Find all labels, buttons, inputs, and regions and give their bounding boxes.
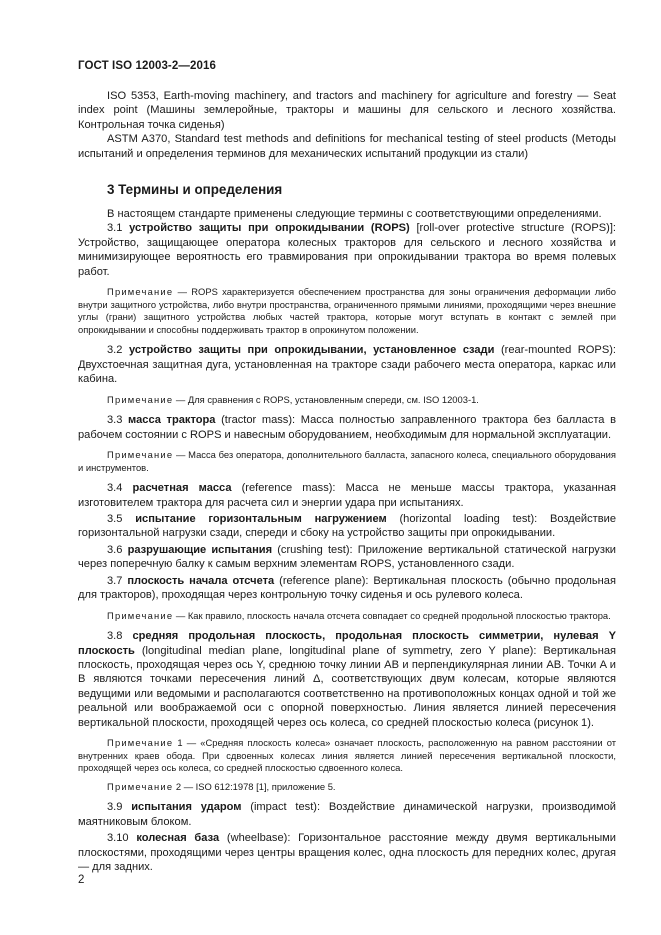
term-3-7 [78,574,616,603]
term-3-6 [78,543,616,572]
term-definition: (reference plane): Вертикальная плоскость (обычно продольная для тракторов), проходящая через контрольную точку сиденья и ось рулевого колеса. [78,574,616,602]
page-number: 2 [78,874,85,886]
note-3-1 [78,286,616,336]
term-number: 3.2 [107,344,123,357]
term-definition: (reference mass): Масса не меньше массы трактора, указанная изготовителем трактора для расчета сил и энергии удара при испытаниях. [78,482,616,509]
term-3-10 [78,831,616,874]
term-number: 3.9 [107,801,123,814]
term-3-1 [78,221,616,279]
note-text: — Как правило, плоскость начала отсчета совпадает со средней продольной плоскостью трактора. [173,609,611,621]
term-3-2 [78,343,616,386]
term-name: устройство защиты при опрокидывании (ROPS) [129,222,410,235]
term-name: плоскость начала отсчета [127,574,275,587]
term-definition: (longitudinal median plane, longitudinal plane of symmetry, zero Y plane): Вертикальная плоскость, проходящая через ось Y, среднюю точку линии AB и перпендикулярная линии AB. Точки A и B являются точками пересечения линий Δ, соответствующих двум колесам, которые являются ведущими или ведомыми и располагаются соответственно на противоположных концах одной и той же реальной или воображаемой оси с опорной поверхностью. Линия является линией пересечения вертикальной плоскости, проходящей через ось колеса, со средней плоскостью колеса (рисунок 1). [78,644,616,729]
term-name: масса трактора [128,414,216,427]
note-label: Примечание [107,609,174,621]
note-3-2 [78,394,616,407]
term-name: средняя продольная плоскость, продольная плоскость симметрии, нулевая Y плоскость [78,630,616,657]
term-3-5 [78,512,616,541]
note-3-3 [78,449,616,474]
term-3-8 [78,629,616,730]
page-body [78,89,616,874]
term-number: 3.5 [107,513,123,526]
note-label: Примечание [107,736,174,748]
note-text: 2 — ISO 612:1978 [1], приложение 5. [173,780,336,792]
term-number: 3.4 [107,482,123,495]
term-definition: (horizontal loading test): Воздействие горизонтальной нагрузки сзади, спереди и сбоку на устройство защиты при опрокидывании. [78,513,617,540]
term-definition: (wheelbase): Горизонтальное расстояние между двумя вертикальными плоскостями, проходящими через центры вращения колес, одна плоскость для передних колес, другая — для задних. [78,832,616,873]
term-3-3 [78,413,616,442]
section-title: 3 Термины и определения [107,182,283,198]
note-text: — ROPS характеризуется обеспечением пространства для зоны ограничения деформации либо внутри защитного устройства, либо внутри пространства, ограниченного прямыми линиями, проходящими через внешние углы (грани) защитного устройства любых частей трактора, которые могут вступать в контакт с землей при опрокидывании и способны поддерживать трактор в опрокинутом положении. [78,286,616,335]
note-text: — Для сравнения с ROPS, установленным спереди, см. ISO 12003-1. [173,393,479,405]
term-name: испытания ударом [131,801,242,814]
reference-astm-a370: ASTM A370, Standard test methods and definitions for mechanical testing of steel products (Методы испытаний и определения терминов для механических испытаний продукции из стали) [78,133,616,160]
note-label: Примечание [107,286,174,298]
term-definition: (crushing test): Приложение вертикальной статической нагрузки через поперечную балку к самым верхним элементам ROPS, установленного сзади. [78,543,616,571]
note-text: 1 — «Средняя плоскость колеса» означает плоскость, расположенную на равном расстоянии от внутренних краев обода. При сдвоенных колесах линия является линией пересечения вертикальной плоскости, проходящей через ось колеса, со средней плоскостью сдвоенного колеса. [78,736,616,774]
note-3-7 [78,610,616,623]
term-definition: [roll-over protective structure (ROPS)]: Устройство, защищающее оператора колесных тракторов для сельского и лесного хозяйства и минимизирующее вероятность его травмирования при опрокидывании трактора во время полевых работ. [78,222,616,278]
note-3-8-1 [78,737,616,775]
term-number: 3.7 [107,574,123,587]
term-definition: (tractor mass): Масса полностью заправленного трактора без балласта в рабочем состоянии с ROPS и навесным оборудованием, необходимым для нормальной эксплуатации. [78,414,616,441]
term-number: 3.8 [107,630,123,643]
note-3-8-2 [78,781,616,794]
term-3-4 [78,481,616,510]
term-3-9 [78,800,616,829]
term-number: 3.10 [107,832,129,845]
note-label: Примечание [107,780,174,792]
term-name: испытание горизонтальным нагружением [135,513,387,526]
note-label: Примечание [107,449,174,461]
term-number: 3.1 [107,222,123,235]
note-label: Примечание [107,393,174,405]
term-number: 3.3 [107,414,123,427]
term-name: колесная база [136,832,220,845]
standard-header: ГОСТ ISO 12003-2—2016 [78,60,216,72]
reference-iso-5353: ISO 5353, Earth-moving machinery, and tractors and machinery for agriculture and forestry — Seat index point (Машины землеройные, тракторы и машины для сельского и лесного хозяйства. Контрольная точка сиденья) [78,90,616,131]
note-text: — Масса без оператора, дополнительного балласта, запасного колеса, специального оборудования и инструментов. [78,449,616,473]
term-number: 3.6 [107,543,123,556]
term-definition: (rear-mounted ROPS): Двухстоечная защитная дуга, установленная на тракторе сзади рабочего места оператора, каркас или кабина. [78,344,616,386]
term-name: расчетная масса [132,482,232,495]
section-intro: В настоящем стандарте применены следующие термины с соответствующими определениями. [107,208,602,221]
term-name: устройство защиты при опрокидывании, установленное сзади [128,344,495,357]
term-definition: (impact test): Воздействие динамической нагрузки, производимой маятниковым блоком. [78,801,617,828]
term-name: разрушающие испытания [127,543,273,556]
